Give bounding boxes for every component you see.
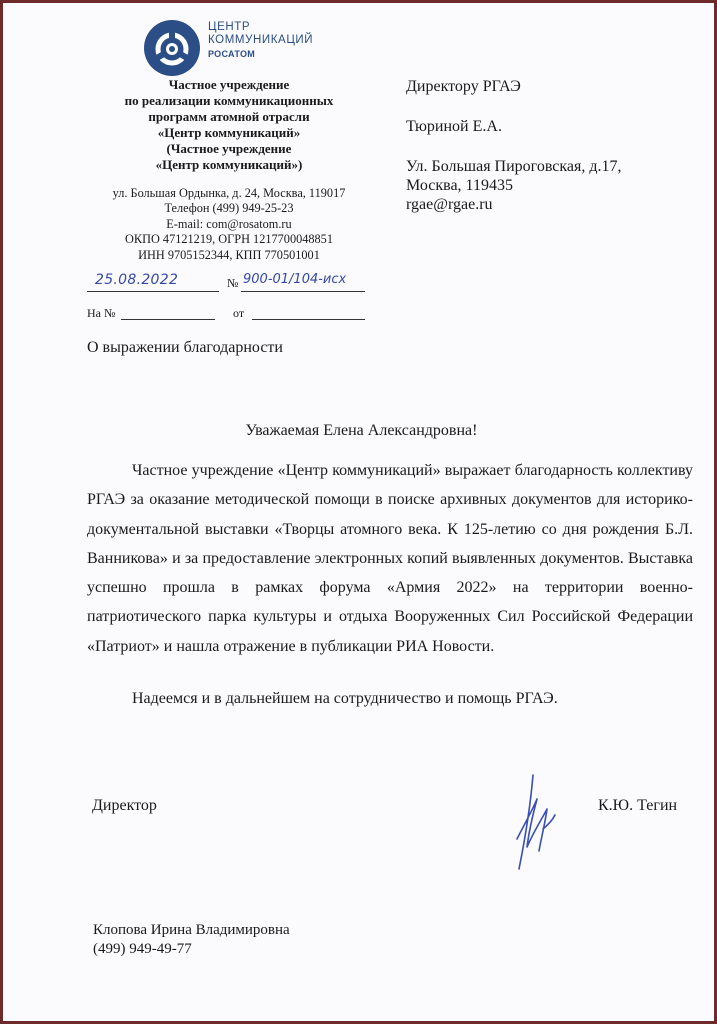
letter-paragraph-1: Частное учреждение «Центр коммуникаций» выражает благодарность коллективу РГАЭ за оказание методической помощи в поиске архивных документов для историко-документальной выставки «Творцы атомного века. К 125-летию со дня рождения Б.Л. Ванникова» и за предоставление электронных копий выявленных документов. Выставка успешно прошла в рамках форума «Армия 2022» на территории военно-патриотического парка культуры и отдыха Вооруженных Сил Российской Федерации «Патриот» и нашла отражение в публикации РИА Новости. [87,462,693,655]
contact-line: ОКПО 47121219, ОГРН 1217700048851 [125,232,333,247]
rosatom-logo-icon [143,19,201,77]
signatory-name: К.Ю. Тегин [598,797,678,814]
logo-text [208,21,313,61]
date-underline [87,291,219,292]
registration-date: 25.08.2022 [95,272,179,288]
recipient-line: rgae@rgae.ru [406,196,493,213]
ref-label: На № [87,306,116,320]
org-line: программ атомной отрасли [148,109,310,124]
org-line: «Центр коммуникаций») [155,157,303,172]
contact-line: ИНН 9705152344, КПП 770501001 [138,247,320,262]
executor-block [93,921,290,959]
sender-contacts [93,186,365,263]
handwritten-signature [503,769,573,879]
recipient-line: Ул. Большая Пироговская, д.17, [406,158,622,175]
logo-line-3: РОСАТОМ [208,49,256,59]
org-line: «Центр коммуникаций» [157,125,301,140]
contact-line: ул. Большая Ордынка, д. 24, Москва, 119017 [112,186,346,200]
recipient-block [406,77,622,214]
ref-number-underline [121,319,215,320]
contact-line: Телефон (499) 949-25-23 [164,201,294,216]
registration-line [87,274,367,296]
salutation: Уважаемая Елена Александровна! [245,422,478,439]
recipient-line: Тюриной Е.А. [406,118,502,135]
org-line: по реализации коммуникационных [124,93,334,108]
letter-paragraph-2: Надеемся и в дальнейшем на сотрудничество и помощь РГАЭ. [132,690,558,707]
sender-organization [93,77,365,173]
reference-line [87,306,367,324]
ref-date-underline [252,319,365,320]
letter-sheet [3,3,714,1021]
logo-line-1: ЦЕНТР [208,21,251,33]
logo-line-2: КОММУНИКАЦИЙ [208,34,314,46]
registration-number: 900-01/104-исх [243,272,347,287]
org-line: (Частное учреждение [166,141,292,156]
letter-subject: О выражении благодарности [87,339,283,356]
org-line: Частное учреждение [168,77,290,92]
recipient-line: Директору РГАЭ [406,78,521,95]
ref-from-label: от [233,306,245,320]
recipient-line: Москва, 119435 [406,177,513,194]
number-sign: № [227,276,239,290]
number-underline [241,291,365,292]
executor-name: Клопова Ирина Владимировна [93,922,290,938]
contact-line: E-mail: com@rosatom.ru [166,216,292,231]
executor-phone: (499) 949-49-77 [93,941,192,957]
signatory-role: Директор [92,797,157,814]
